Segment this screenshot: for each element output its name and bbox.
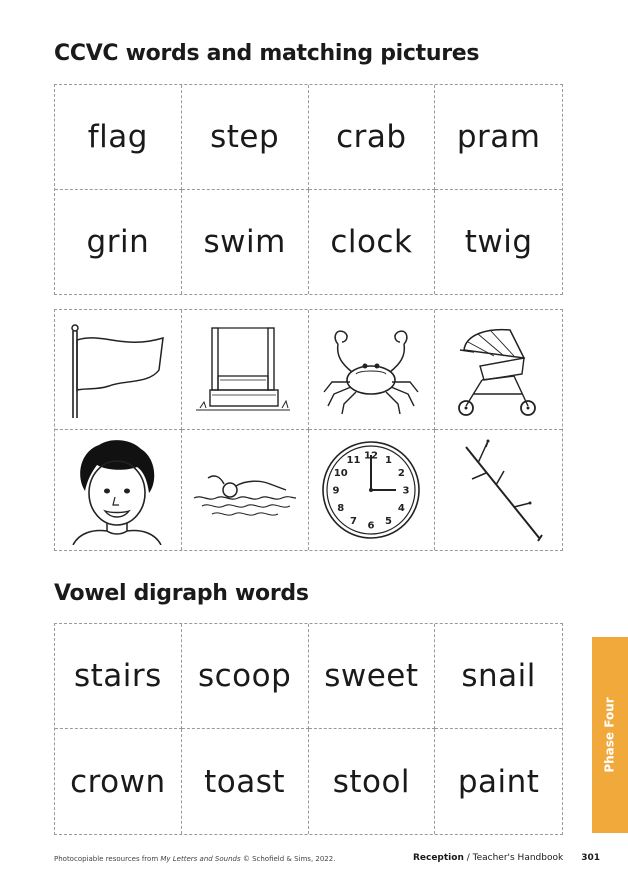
clock-numeral: 7 xyxy=(350,515,358,527)
word-text: toast xyxy=(204,763,286,800)
footer-page-info xyxy=(413,853,600,863)
footer-book-title: My Letters and Sounds xyxy=(160,855,241,863)
word-card xyxy=(55,624,182,729)
picture-card xyxy=(55,310,182,430)
clock-numeral: 1 xyxy=(385,455,393,467)
word-card xyxy=(55,190,182,294)
clock-numeral: 5 xyxy=(385,515,393,527)
ccvc-word-grid xyxy=(54,84,563,295)
word-card xyxy=(182,624,309,729)
clock-numeral: 6 xyxy=(367,520,375,532)
clock-picture-icon xyxy=(316,435,426,545)
page-number: 301 xyxy=(581,853,600,863)
clock-numeral: 10 xyxy=(334,468,349,479)
word-card xyxy=(435,85,562,190)
step-picture-icon xyxy=(190,320,300,420)
word-text: scoop xyxy=(197,658,292,694)
word-card xyxy=(309,624,436,729)
footer-handbook: Teacher's Handbook xyxy=(472,853,564,863)
picture-card xyxy=(309,310,436,430)
footer-copyright xyxy=(54,855,335,863)
pram-picture-icon xyxy=(444,320,554,420)
word-text: crown xyxy=(70,763,166,800)
phase-tab-label: Phase Four xyxy=(603,697,617,773)
picture-card xyxy=(435,310,562,430)
word-text: step xyxy=(210,119,280,155)
word-card xyxy=(182,190,309,294)
word-text: paint xyxy=(457,763,540,800)
section-heading-ccvc: CCVC words and matching pictures xyxy=(54,41,480,66)
word-text: sweet xyxy=(324,658,419,694)
clock-numeral: 12 xyxy=(364,450,379,462)
word-text: flag xyxy=(87,119,148,155)
footer-suffix: © Schofield & Sims, 2022. xyxy=(240,855,336,863)
word-text: stool xyxy=(332,763,411,800)
clock-numeral: 4 xyxy=(398,503,406,514)
word-text: snail xyxy=(461,658,536,694)
footer-level: Reception xyxy=(412,853,464,863)
clock-numeral: 3 xyxy=(402,485,410,497)
word-text: twig xyxy=(464,224,533,260)
flag-picture-icon xyxy=(63,320,173,420)
picture-grid xyxy=(54,309,563,551)
word-text: stairs xyxy=(73,658,162,694)
word-text: crab xyxy=(336,119,407,155)
picture-card xyxy=(182,430,309,550)
section-heading-digraph: Vowel digraph words xyxy=(54,581,309,606)
crab-picture-icon xyxy=(316,320,426,420)
twig-picture-icon xyxy=(444,435,554,545)
word-card xyxy=(309,729,436,834)
word-card xyxy=(309,85,436,190)
swim-picture-icon xyxy=(190,440,300,540)
word-text: clock xyxy=(330,224,413,260)
picture-card xyxy=(55,430,182,550)
clock-numeral: 11 xyxy=(346,455,361,467)
word-card xyxy=(182,729,309,834)
picture-card xyxy=(309,430,436,550)
phase-tab xyxy=(592,637,628,833)
word-card xyxy=(435,190,562,294)
picture-card xyxy=(435,430,562,550)
word-text: pram xyxy=(456,119,541,155)
word-card xyxy=(309,190,436,294)
footer-separator: / xyxy=(463,853,473,863)
clock-numeral: 8 xyxy=(337,503,345,514)
grin-picture-icon xyxy=(63,435,173,545)
word-card xyxy=(55,85,182,190)
clock-numeral: 2 xyxy=(398,468,406,479)
word-card xyxy=(55,729,182,834)
word-card xyxy=(435,624,562,729)
picture-card xyxy=(182,310,309,430)
word-card xyxy=(182,85,309,190)
word-text: swim xyxy=(203,224,286,260)
word-text: grin xyxy=(86,224,150,260)
word-card xyxy=(435,729,562,834)
digraph-word-grid xyxy=(54,623,563,835)
footer-prefix: Photocopiable resources from xyxy=(54,855,161,863)
clock-numeral: 9 xyxy=(332,485,340,497)
